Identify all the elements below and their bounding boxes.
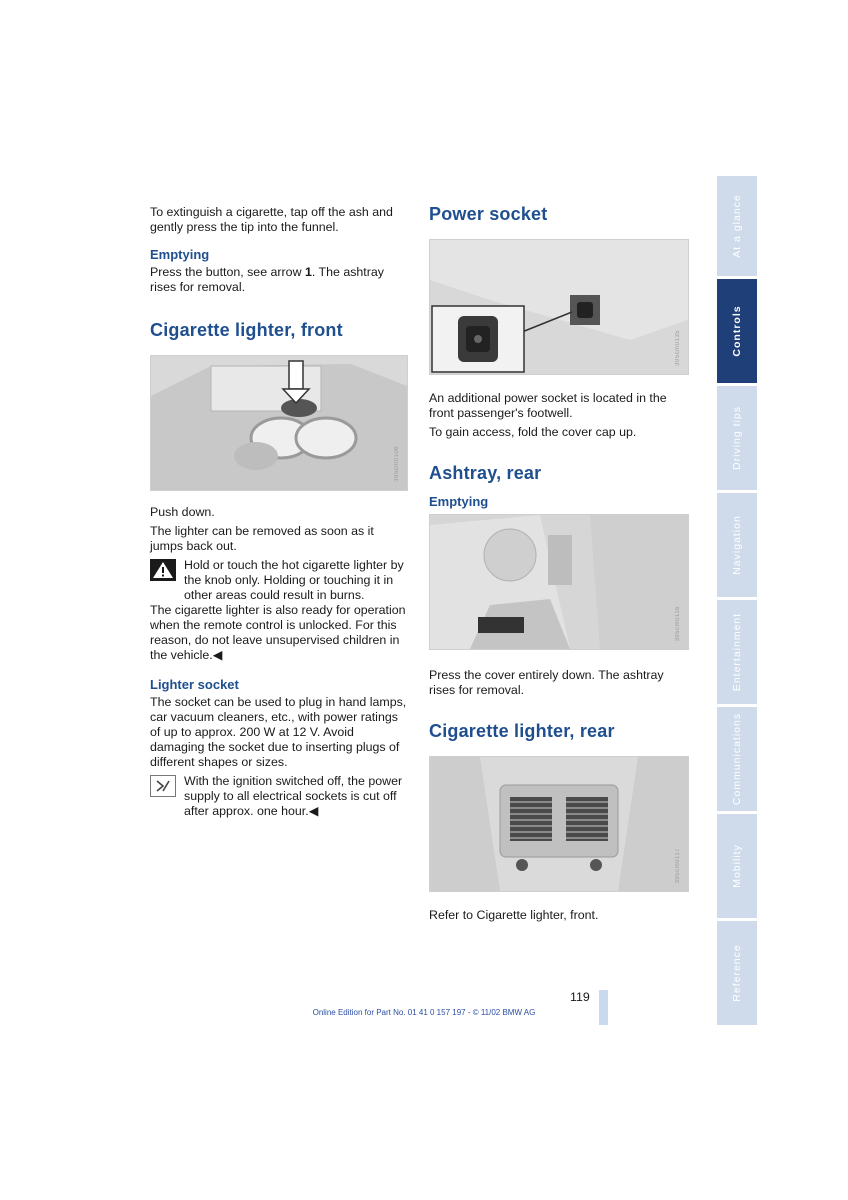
lighter-rear-figure	[429, 756, 689, 892]
lighter-rear-illustration	[430, 757, 688, 891]
page-number: 119	[570, 990, 590, 1004]
lighter-ready-text: The cigarette lighter is also ready for operation when the remote control is unlocked. For this reason, do not leave unsupervised children in the vehicle.◀	[150, 603, 406, 662]
note-text: With the ignition switched off, the power supply to all electrical sockets is cut off after approx. one hour.◀	[184, 774, 403, 818]
ashtray-rear-illustration	[430, 515, 688, 649]
left-column	[150, 205, 408, 819]
tab-at-a-glance[interactable]: At a glance	[717, 176, 757, 276]
lighter-socket-heading: Lighter socket	[150, 677, 239, 692]
lighter-front-heading: Cigarette lighter, front	[150, 320, 343, 340]
tab-mobility[interactable]: Mobility	[717, 814, 757, 918]
lighter-socket-text: The socket can be used to plug in hand lamps, car vacuum cleaners, etc., with power ratings of up to approx. 200 W at 12 V. Avoid damaging the socket due to inserting plugs of different shapes or sizes.	[150, 695, 407, 769]
footer-edition-text: Online Edition for Part No. 01 41 0 157 197 - © 11/02 BMW AG	[312, 1008, 536, 1017]
tab-entertainment[interactable]: Entertainment	[717, 600, 757, 704]
figure-code: 395cm0116	[675, 605, 681, 641]
tab-driving-tips[interactable]: Driving tips	[717, 386, 757, 490]
lighter-front-illustration	[151, 356, 407, 490]
emptying-heading: Emptying	[150, 247, 210, 262]
lighter-rear-heading: Cigarette lighter, rear	[429, 721, 615, 741]
ashtray-intro-text: To extinguish a cigarette, tap off the ash and gently press the tip into the funnel.	[150, 205, 393, 234]
lighter-removed-text: The lighter can be removed as soon as it jumps back out.	[150, 524, 374, 553]
tab-controls[interactable]: Controls	[717, 279, 757, 383]
ashtray-rear-figure	[429, 514, 689, 650]
push-down-text: Push down.	[150, 505, 215, 519]
right-column	[429, 203, 689, 927]
figure-code: 395cm0106	[394, 446, 400, 482]
tab-communications[interactable]: Communications	[717, 707, 757, 811]
power-socket-illustration	[430, 240, 688, 374]
power-socket-figure	[429, 239, 689, 375]
lighter-rear-text: Refer to Cigarette lighter, front.	[429, 908, 599, 922]
note-block	[150, 774, 408, 819]
tab-reference[interactable]: Reference	[717, 921, 757, 1025]
warning-text: Hold or touch the hot cigarette lighter by the knob only. Holding or touching it in other areas could result in burns.	[184, 558, 404, 602]
power-socket-text: An additional power socket is located in the front passenger's footwell.	[429, 391, 667, 420]
ashtray-rear-emptying-heading: Emptying	[429, 494, 489, 509]
ashtray-rear-text: Press the cover entirely down. The ashtray rises for removal.	[429, 668, 664, 697]
emptying-text: Press the button, see arrow 1. The ashtray rises for removal.	[150, 265, 384, 294]
ashtray-rear-heading: Ashtray, rear	[429, 463, 542, 483]
power-socket-heading: Power socket	[429, 204, 548, 224]
warning-block	[150, 558, 408, 603]
lighter-front-figure	[150, 355, 408, 491]
tab-navigation[interactable]: Navigation	[717, 493, 757, 597]
power-socket-access-text: To gain access, fold the cover cap up.	[429, 425, 637, 439]
note-icon	[150, 775, 176, 797]
figure-code: 395cm0135	[675, 330, 681, 366]
figure-code: 395cm0117	[675, 847, 681, 883]
warning-icon	[150, 559, 176, 581]
